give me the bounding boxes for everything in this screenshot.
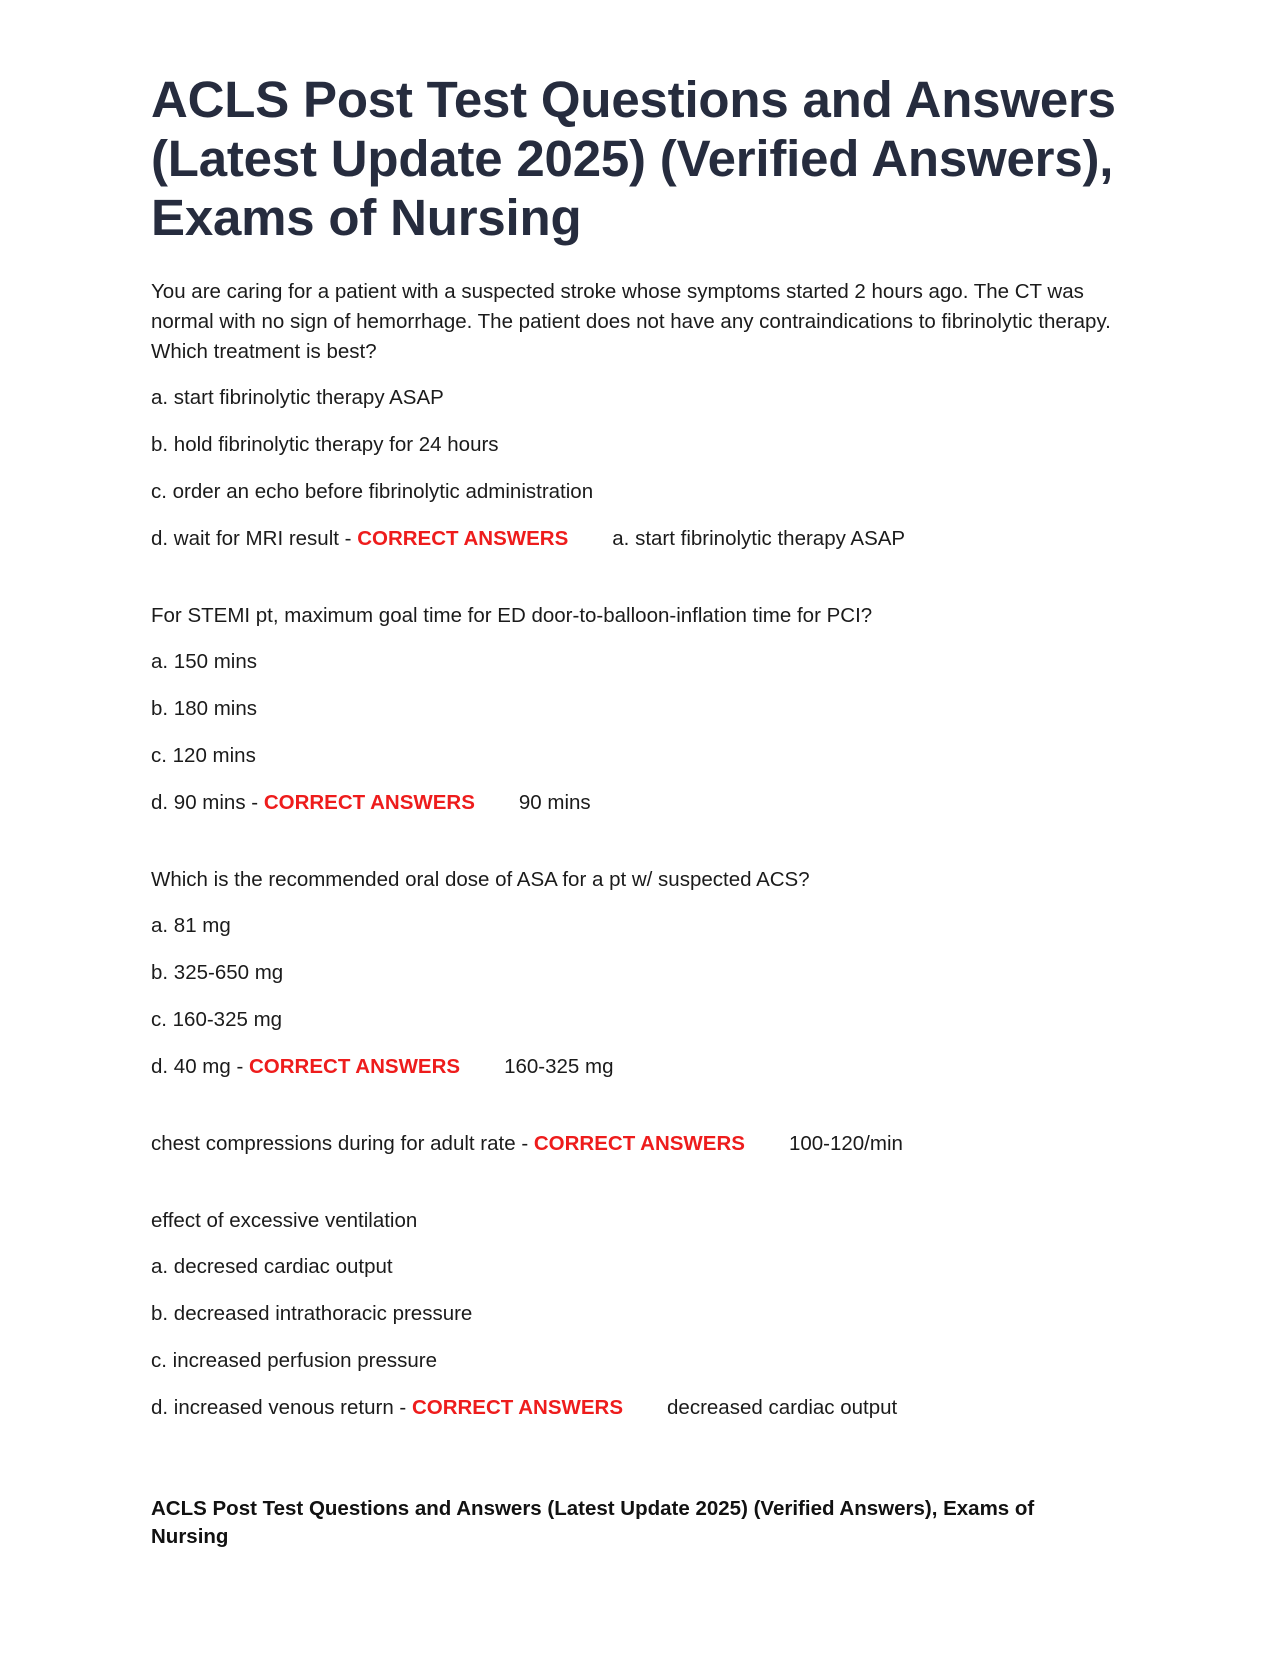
answer-option: b. 180 mins (151, 697, 257, 720)
question-prompt: For STEMI pt, maximum goal time for ED door-to-balloon-inflation time for PCI? (151, 604, 873, 627)
answer-option: d. increased venous return - (151, 1396, 407, 1419)
correct-answers-label: CORRECT ANSWERS (249, 1055, 461, 1078)
answer-line (151, 788, 1136, 818)
correct-answers-label: CORRECT ANSWERS (411, 1396, 624, 1419)
answer-line (151, 524, 1136, 554)
answer-option: a. start fibrinolytic therapy ASAP (151, 386, 444, 409)
correct-answer-value: 100-120/min (788, 1132, 903, 1155)
question-prompt: effect of excessive ventilation (151, 1209, 418, 1232)
answer-option: a. decresed cardiac output (151, 1255, 393, 1278)
correct-answers-label: CORRECT ANSWERS (357, 527, 569, 550)
answer-option: a. 150 mins (151, 650, 257, 673)
answer-option: b. 325-650 mg (151, 961, 284, 984)
footer-title: ACLS Post Test Questions and Answers (Latest Update 2025) (Verified Answers), Exams of Nursing (151, 1497, 1035, 1548)
answer-option: c. order an echo before fibrinolytic administration (151, 480, 594, 503)
answer-option: c. 160-325 mg (151, 1008, 283, 1031)
question-4 (151, 1129, 1136, 1159)
correct-answer-value: decreased cardiac output (667, 1396, 898, 1419)
answer-option: c. 120 mins (151, 744, 256, 767)
question-list (151, 277, 1136, 1423)
answer-option: b. decreased intrathoracic pressure (151, 1302, 473, 1325)
correct-answers-label: CORRECT ANSWERS (533, 1132, 745, 1155)
correct-answer-value: 160-325 mg (504, 1055, 614, 1078)
question-prompt: Which is the recommended oral dose of ASA for a pt w/ suspected ACS? (151, 868, 810, 891)
answer-line (151, 1052, 1136, 1082)
question-2 (151, 601, 1136, 818)
document-page (151, 70, 1136, 1423)
answer-option: a. 81 mg (151, 914, 231, 937)
question-prompt: chest compressions during for adult rate - (151, 1132, 529, 1155)
answer-option: c. increased perfusion pressure (151, 1349, 438, 1372)
correct-answer-value: 90 mins (518, 791, 591, 814)
answer-line (151, 1393, 1136, 1423)
question-3 (151, 865, 1136, 1082)
correct-answers-label: CORRECT ANSWERS (263, 791, 475, 814)
question-5 (151, 1206, 1136, 1423)
answer-option: d. 40 mg - (151, 1055, 244, 1078)
answer-option: d. wait for MRI result - (151, 527, 352, 550)
answer-option: d. 90 mins - (151, 791, 259, 814)
answer-option: b. hold fibrinolytic therapy for 24 hours (151, 433, 499, 456)
question-1 (151, 277, 1136, 554)
document-title: ACLS Post Test Questions and Answers (Latest Update 2025) (Verified Answers), Exams of Nursing (151, 71, 1116, 246)
answer-line (151, 1129, 1136, 1159)
correct-answer-value: a. start fibrinolytic therapy ASAP (612, 527, 906, 550)
question-prompt: You are caring for a patient with a suspected stroke whose symptoms started 2 hours ago. The CT was normal with no sign of hemorrhage. The patient does not have any contraindications to fibrinolytic therapy. Which treatment is best? (151, 280, 1111, 363)
